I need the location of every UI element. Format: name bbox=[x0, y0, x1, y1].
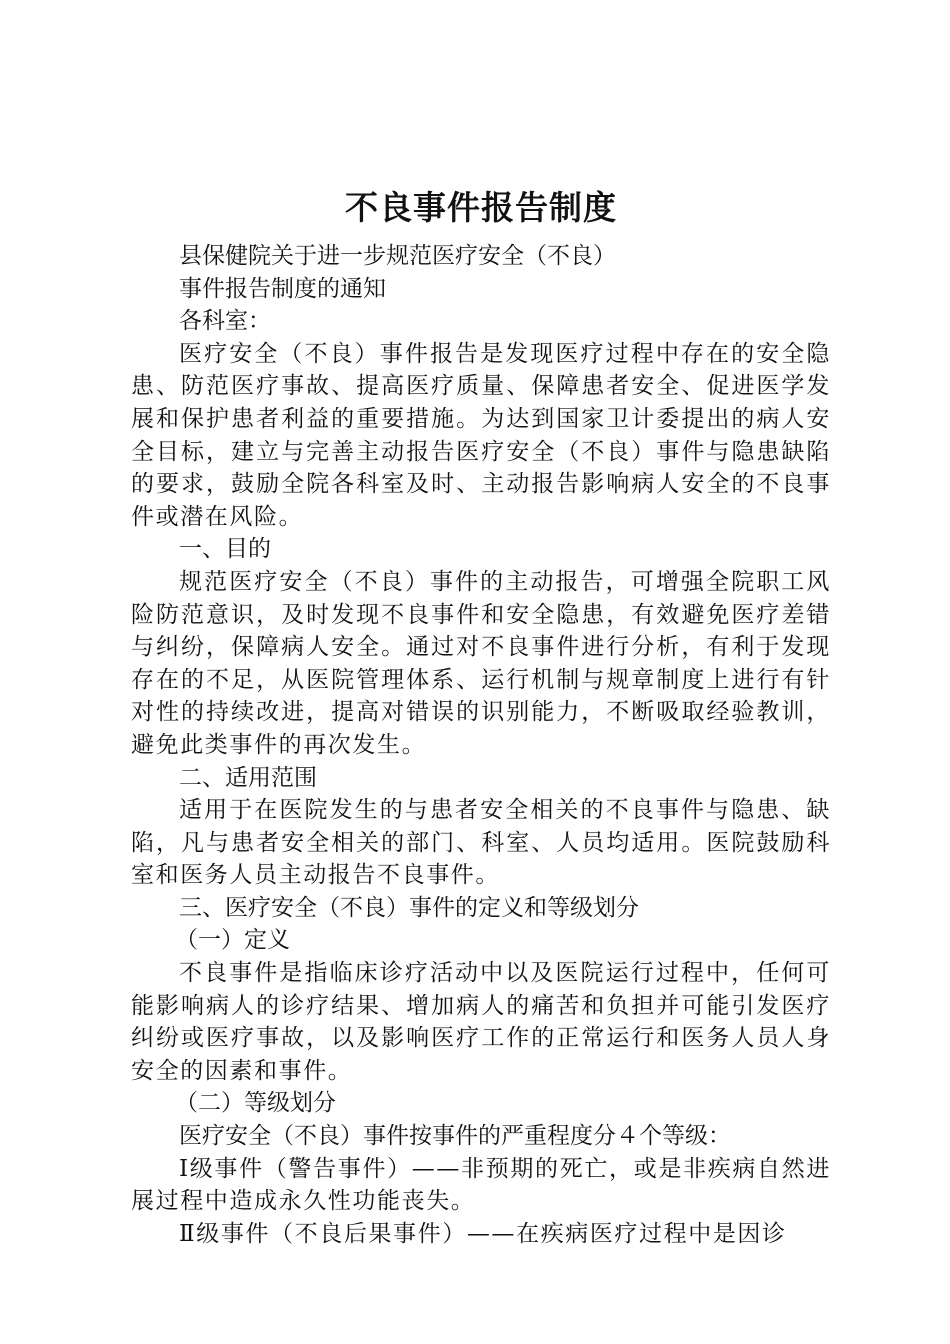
level-2-paragraph: Ⅱ级事件（不良后果事件）——在疾病医疗过程中是因诊 bbox=[179, 1220, 787, 1247]
subsection-1-heading: （一）定义 bbox=[175, 927, 290, 954]
notice-title-line-2: 事件报告制度的通知 bbox=[179, 275, 386, 302]
notice-title-line-1: 县保健院关于进一步规范医疗安全（不良） bbox=[179, 243, 616, 269]
section-2-heading: 二、适用范围 bbox=[179, 764, 317, 791]
salutation: 各科室： bbox=[179, 308, 271, 335]
section-1-heading: 一、目的 bbox=[179, 536, 271, 563]
section-3-heading: 三、医疗安全（不良）事件的定义和等级划分 bbox=[179, 894, 639, 921]
section-1-paragraph: 规范医疗安全（不良）事件的主动报告，可增强全院职工风险防范意识，及时发现不良事件和安全隐患，有效避免医疗差错与纠纷，保障病人安全。通过对不良事件进行分析，有利于发现存在的不足，从医院管理体系、运行机制与规章制度上进行有针对性的持续改进，提高对错误的识别能力，不断吸取经验教训，避免此类事件的再次发生。 bbox=[131, 568, 831, 758]
subsection-1-paragraph: 不良事件是指临床诊疗活动中以及医院运行过程中，任何可能影响病人的诊疗结果、增加病人的痛苦和负担并可能引发医疗纠纷或医疗事故，以及影响医疗工作的正常运行和医务人员人身安全的因素和事件。 bbox=[131, 960, 831, 1084]
subsection-2-heading: （二）等级划分 bbox=[175, 1090, 336, 1117]
document-title: 不良事件报告制度 bbox=[345, 188, 617, 227]
section-2-paragraph: 适用于在医院发生的与患者安全相关的不良事件与隐患、缺陷，凡与患者安全相关的部门、科室、人员均适用。医院鼓励科室和医务人员主动报告不良事件。 bbox=[131, 797, 831, 889]
intro-paragraph: 医疗安全（不良）事件报告是发现医疗过程中存在的安全隐患、防范医疗事故、提高医疗质量、保障患者安全、促进医学发展和保护患者利益的重要措施。为达到国家卫计委提出的病人安全目标，建立与完善主动报告医疗安全（不良）事件与隐患缺陷的要求，鼓励全院各科室及时、主动报告影响病人安全的不良事件或潜在风险。 bbox=[131, 340, 831, 530]
level-1-paragraph: Ⅰ级事件（警告事件）——非预期的死亡，或是非疾病自然进展过程中造成永久性功能丧失。 bbox=[131, 1155, 831, 1215]
subsection-2-intro: 医疗安全（不良）事件按事件的严重程度分４个等级： bbox=[179, 1123, 731, 1150]
document-page bbox=[131, 180, 831, 1250]
